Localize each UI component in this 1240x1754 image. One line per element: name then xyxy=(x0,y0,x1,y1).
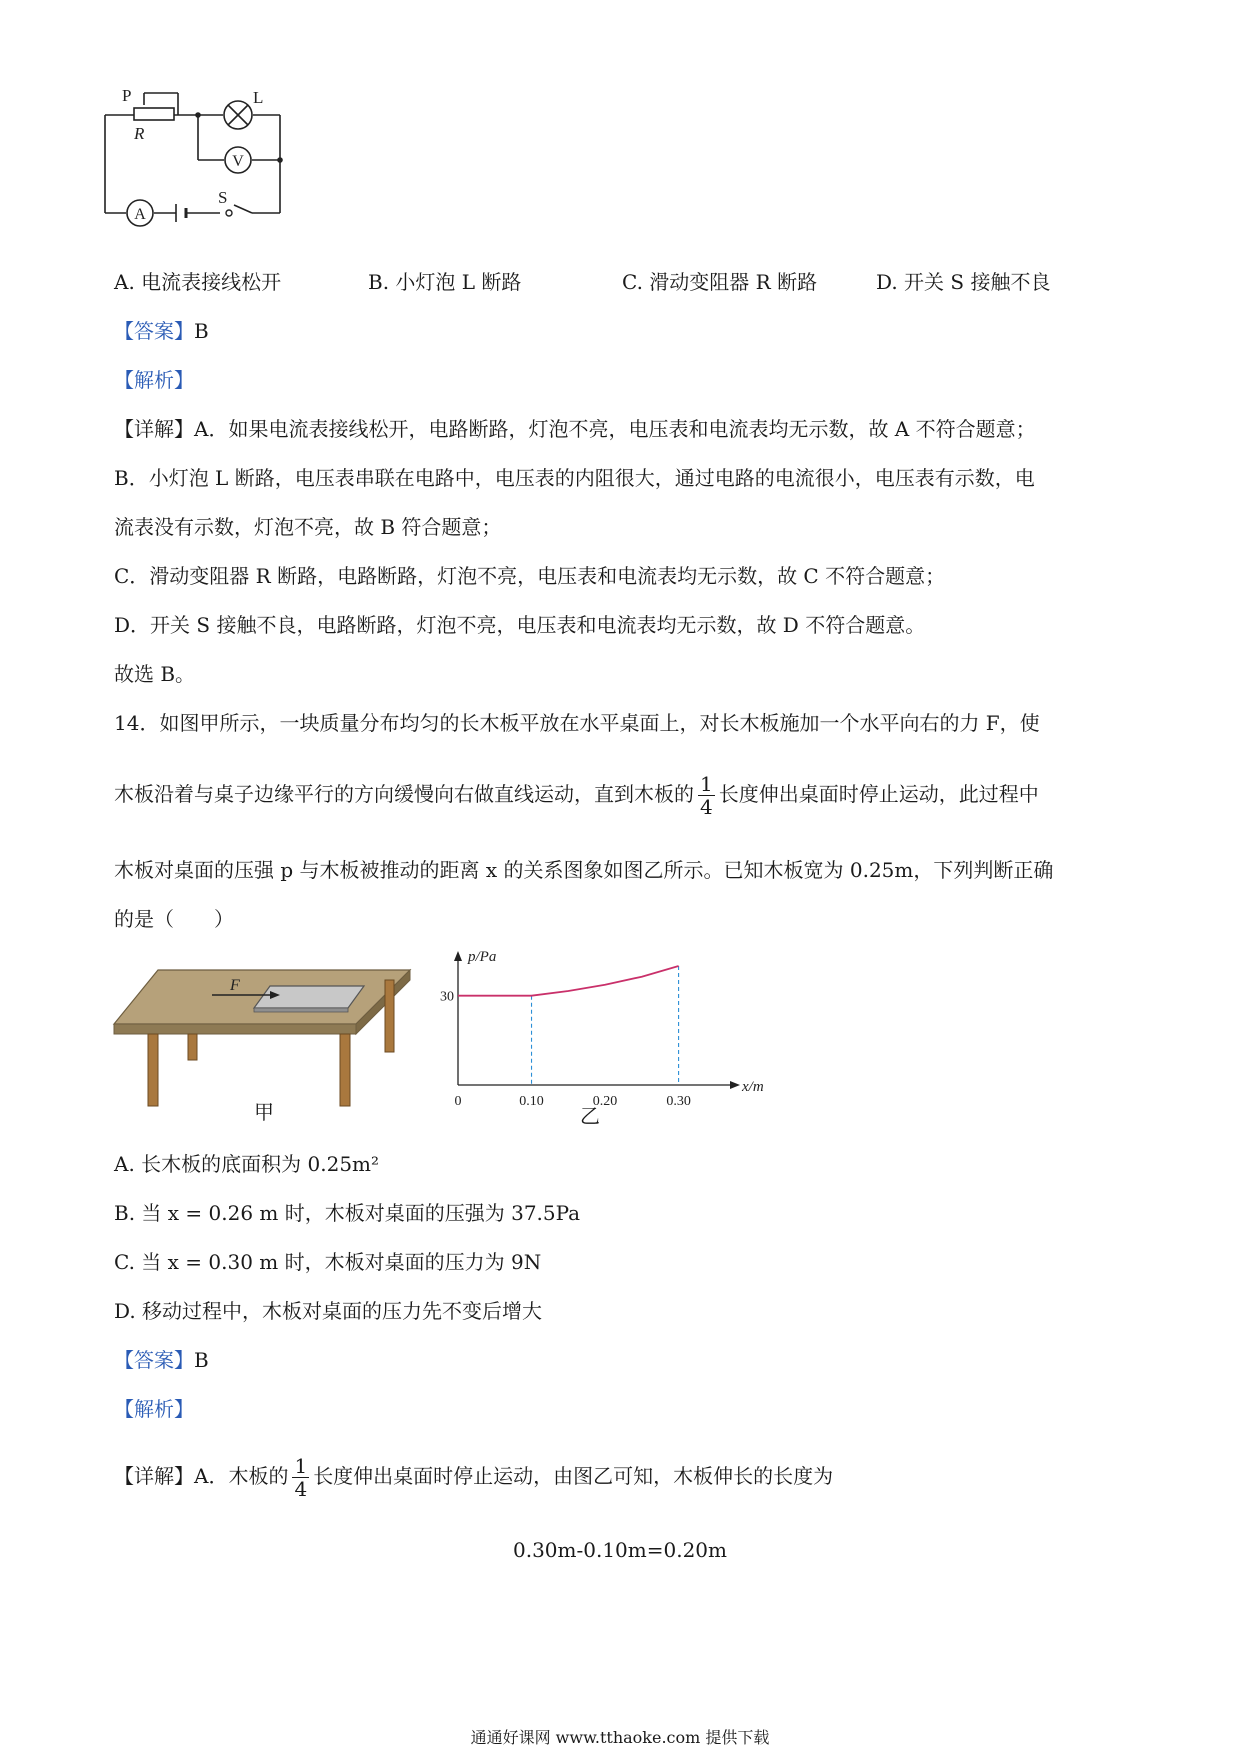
wooden-board xyxy=(254,986,364,1012)
ammeter-icon xyxy=(127,200,153,226)
switch-icon xyxy=(226,210,232,216)
q14-stem-line-4: 的是（ ） xyxy=(114,907,234,931)
fraction-quarter xyxy=(698,773,715,818)
fraction-numerator: 1 xyxy=(700,772,713,796)
q13-detail-line-5: D．开关 S 接触不良，电路断路，灯泡不亮，电压表和电流表均无示数，故 D 不符合题意。 xyxy=(114,613,926,637)
circuit-diagram xyxy=(100,85,320,245)
lamp-label: L xyxy=(253,88,264,107)
detail-tag: 【详解】 xyxy=(114,417,194,441)
answer-value: B xyxy=(194,319,209,343)
slider-label: P xyxy=(122,86,132,105)
q13-option-d: D. 开关 S 接触不良 xyxy=(876,270,1051,294)
x-axis-arrow-icon xyxy=(730,1081,740,1089)
figure-jia-caption: 甲 xyxy=(254,1100,274,1124)
y-tick-label: 30 xyxy=(440,989,454,1005)
detail-text: A．如果电流表接线松开，电路断路，灯泡不亮，电压表和电流表均无示数，故 A 不符合题意； xyxy=(194,417,1036,441)
ammeter-label: A xyxy=(134,206,146,223)
y-axis-label: p/Pa xyxy=(468,949,497,965)
q14-option-d: D. 移动过程中，木板对桌面的压力先不变后增大 xyxy=(114,1299,543,1323)
q14-answer xyxy=(114,1346,209,1374)
q14-equation: 0.30m-0.10m=0.20m xyxy=(512,1538,727,1562)
q13-detail-line-4: C．滑动变阻器 R 断路，电路断路，灯泡不亮，电压表和电流表均无示数，故 C 不符合题意； xyxy=(114,564,946,588)
detail-tag: 【详解】 xyxy=(114,1464,194,1488)
q13-detail-line-1 xyxy=(114,415,1036,443)
q13-option-c: C. 滑动变阻器 R 断路 xyxy=(622,270,818,294)
x-tick-label: 0.10 xyxy=(519,1094,544,1109)
x-tick-label: 0.20 xyxy=(592,1094,618,1109)
q14-detail-line-1 xyxy=(114,1452,833,1500)
q14-stem-line-1: 14．如图甲所示，一块质量分布均匀的长木板平放在水平桌面上，对长木板施加一个水平向右的力 F，使 xyxy=(114,711,1040,735)
y-axis-arrow-icon xyxy=(454,951,462,961)
page-footer: 通通好课网 www.tthaoke.com 提供下载 xyxy=(470,1728,770,1747)
detail-text-a: A．木板的 xyxy=(194,1464,289,1488)
q13-conclusion: 故选 B。 xyxy=(114,662,196,686)
x-tick-label: 0 xyxy=(454,1094,462,1109)
figure-yi-caption: 乙 xyxy=(580,1104,600,1128)
series-line xyxy=(458,966,679,996)
switch-label: S xyxy=(218,188,228,207)
answer-tag: 【答案】 xyxy=(114,1348,194,1372)
x-tick-label: 0.30 xyxy=(666,1094,691,1109)
voltmeter-label: V xyxy=(232,153,244,170)
force-label: F xyxy=(230,977,240,994)
q14-stem-line-2-a: 木板沿着与桌子边缘平行的方向缓慢向右做直线运动，直到木板的 xyxy=(114,782,694,806)
q14-analysis-tag: 【解析】 xyxy=(114,1397,194,1421)
q13-answer xyxy=(114,317,209,345)
q14-option-b: B. 当 x = 0.26 m 时，木板对桌面的压强为 37.5Pa xyxy=(114,1201,581,1225)
detail-text-b: 长度伸出桌面时停止运动，由图乙可知，木板伸长的长度为 xyxy=(313,1464,834,1488)
q14-stem-line-3: 木板对桌面的压强 p 与木板被推动的距离 x 的关系图象如图乙所示。已知木板宽为 0.25m，下列判断正确 xyxy=(114,858,1054,882)
fraction-denominator: 4 xyxy=(700,795,713,819)
resistor-label: R xyxy=(134,124,145,143)
q14-option-a: A. 长木板的底面积为 0.25m² xyxy=(114,1152,380,1176)
fraction-numerator: 1 xyxy=(294,1454,308,1478)
fraction-denominator: 4 xyxy=(294,1477,308,1501)
lamp-icon xyxy=(224,101,252,129)
q13-detail-line-2: B．小灯泡 L 断路，电压表串联在电路中，电压表的内阻很大，通过电路的电流很小，电压表有示数，电 xyxy=(114,466,1035,490)
q13-option-a: A. 电流表接线松开 xyxy=(114,270,282,294)
voltmeter-icon xyxy=(225,147,251,173)
q14-option-c: C. 当 x = 0.30 m 时，木板对桌面的压力为 9N xyxy=(114,1250,542,1274)
q14-stem-line-2-b: 长度伸出桌面时停止运动，此过程中 xyxy=(718,782,1039,806)
fraction-quarter xyxy=(292,1455,309,1500)
q14-stem-line-2 xyxy=(114,770,1039,818)
q13-detail-line-3: 流表没有示数，灯泡不亮，故 B 符合题意； xyxy=(114,515,502,539)
q13-option-b: B. 小灯泡 L 断路 xyxy=(368,270,522,294)
answer-value: B xyxy=(194,1348,209,1372)
answer-tag: 【答案】 xyxy=(114,319,194,343)
x-axis-label: x/m xyxy=(742,1079,764,1095)
q13-analysis-tag: 【解析】 xyxy=(114,368,194,392)
